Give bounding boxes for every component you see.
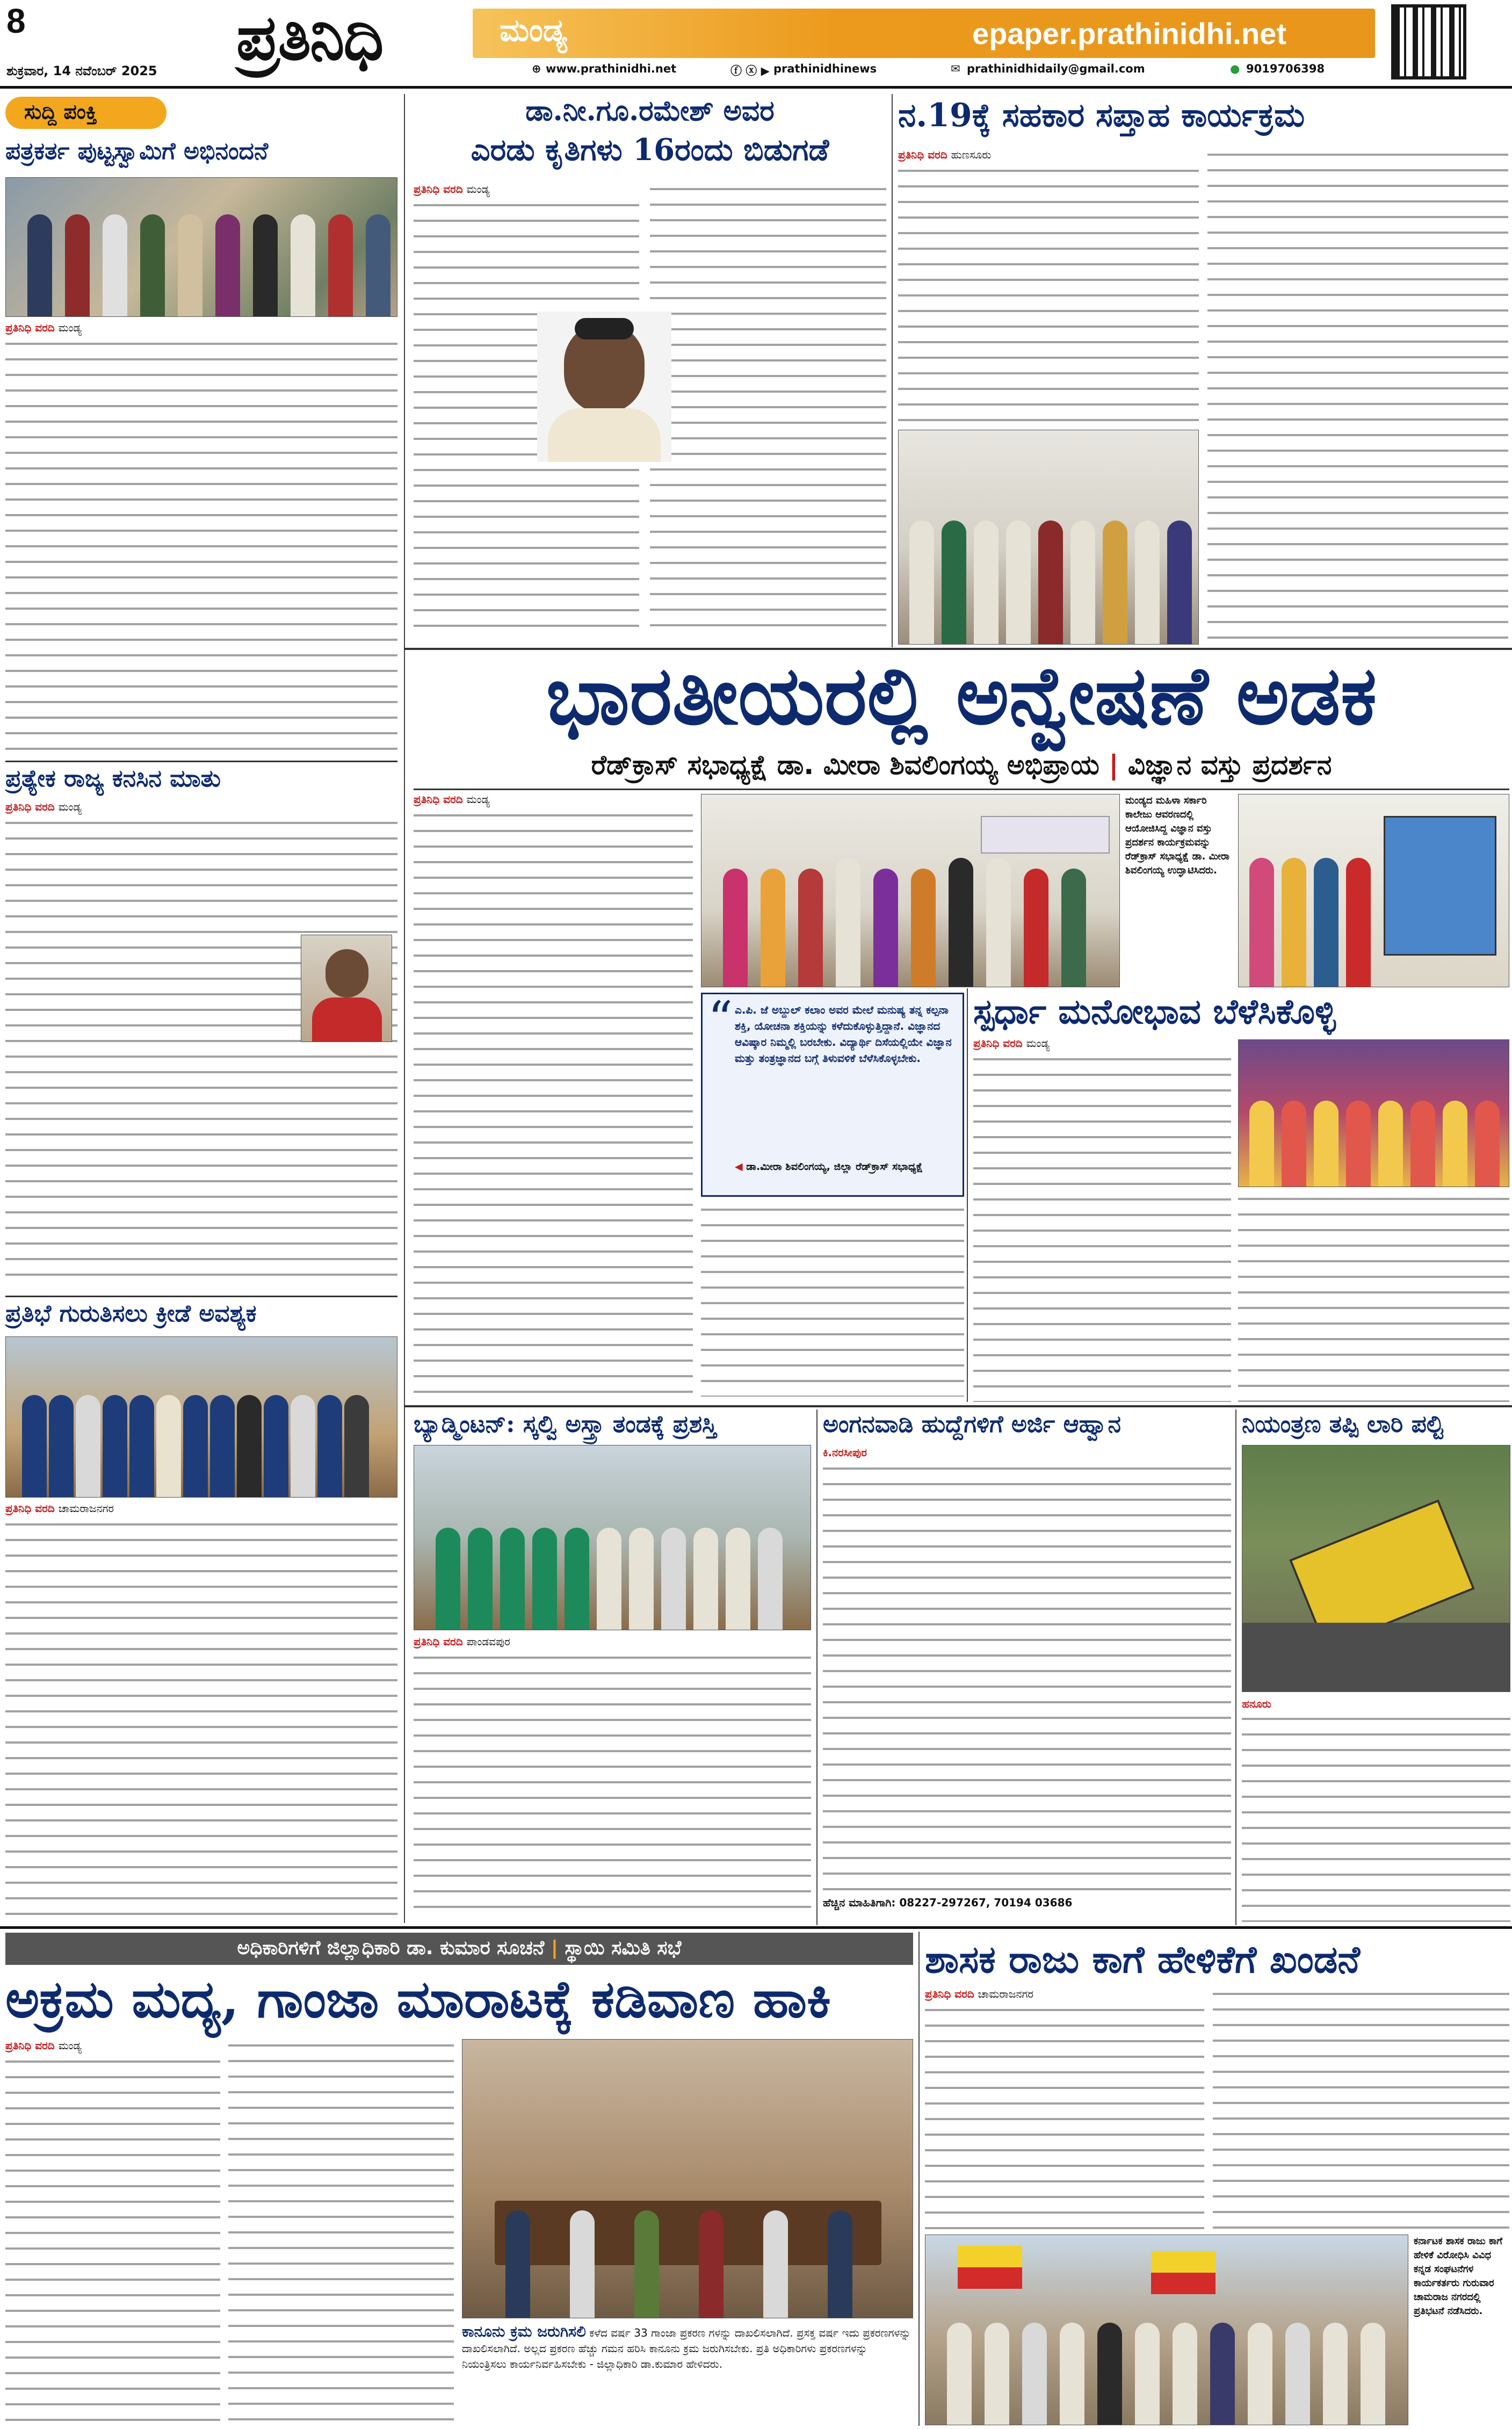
lead-subtitle-main: ರೆಡ್‌ಕ್ರಾಸ್ ಸಭಾಧ್ಯಕ್ಷೆ ಡಾ. ಮೀರಾ ಶಿವಲಿಂಗಯ್ಯ ಅಭಿಪ್ರಾಯ xyxy=(591,749,1099,780)
story-sports-title: ಪ್ರತಿಭೆ ಗುರುತಿಸಲು ಕ್ರೀಡೆ ಅವಶ್ಯಕ xyxy=(5,1300,257,1327)
lead-photo-caption: ಮಂಡ್ಯದ ಮಹಿಳಾ ಸರ್ಕಾರಿ ಕಾಲೇಜು ಆವರಣದಲ್ಲಿ ಆಯೋಜಿಸಿದ್ದ ವಿಜ್ಞಾನ ವಸ್ತು ಪ್ರದರ್ಶನ ಕಾರ್ಯಕ್ರಮವನ್ನು ರೆಡ್‌ಕ್ರಾಸ್ ಸಭಾಧ್ಯಕ್ಷೆ ಡಾ. ಮೀರಾ ಶಿವಲಿಂಗಯ್ಯ ಉದ್ಘಾಟಿಸಿದರು. xyxy=(1125,795,1229,876)
ganja-byline: ಪ್ರತಿನಿಧಿ ವರದಿ ಮಂಡ್ಯ xyxy=(5,2039,82,2052)
lead-photo-main xyxy=(701,794,1120,987)
ganja-kicker: ಅಧಿಕಾರಿಗಳಿಗೆ ಜಿಲ್ಲಾಧಿಕಾರಿ ಡಾ. ಕುಮಾರ ಸೂಚನೆ | ಸ್ಥಾಯಿ ಸಮಿತಿ ಸಭೆ xyxy=(5,1933,913,1965)
ganja-title: ಅಕ್ರಮ ಮದ್ಯ, ಗಾಂಜಾ ಮಾರಾಟಕ್ಕೆ ಕಡಿವಾಣ ಹಾಕಿ xyxy=(5,1969,831,2029)
masthead-rule xyxy=(0,86,1512,89)
lead-photo-exhibit xyxy=(1238,794,1509,987)
spardha-byline: ಪ್ರತಿನಿಧಿ ವರದಿ ಮಂಡ್ಯ xyxy=(973,1037,1050,1050)
books-title-line2: ಎರಡು ಕೃತಿಗಳು 16ರಂದು ಬಿಡುಗಡೆ xyxy=(471,132,829,168)
rajya-body xyxy=(5,816,397,1289)
lead-quote-box xyxy=(701,993,964,1197)
story-putta-title: ಪತ್ರಕರ್ತ ಪುಟ್ಟಸ್ವಾಮಿಗೆ ಅಭಿನಂದನೆ xyxy=(5,138,269,165)
ganja-kicker-main: ಅಧಿಕಾರಿಗಳಿಗೆ ಜಿಲ್ಲಾಧಿಕಾರಿ ಡಾ. ಕುಮಾರ ಸೂಚನೆ xyxy=(237,1937,545,1959)
phone-number: 9019706398 xyxy=(1246,62,1325,75)
raju-photo xyxy=(925,2235,1408,2425)
putta-byline: ಪ್ರತಿನಿಧಿ ವರದಿ ಮಂಡ್ಯ xyxy=(5,321,82,334)
sports-byline: ಪ್ರತಿನಿಧಿ ವರದಿ ಚಾಮರಾಜನಗರ xyxy=(5,1502,114,1515)
anganwadi-byline: ಕಿ.ನರಸೀಪುರ xyxy=(823,1446,867,1459)
putta-body xyxy=(5,337,397,756)
badminton-byline: ಪ್ರತಿನಿಧಿ ವರದಿ ಪಾಂಡವಪುರ xyxy=(414,1635,510,1648)
edition-label: ಮಂಡ್ಯ xyxy=(500,12,567,48)
coop-photo xyxy=(898,430,1199,645)
spardha-title: ಸ್ಪರ್ಧಾ ಮನೋಭಾವ ಬೆಳೆಸಿಕೊಳ್ಳಿ xyxy=(973,992,1336,1032)
phone-icon: ● xyxy=(1230,62,1240,75)
ramesh-portrait xyxy=(537,312,671,462)
books-byline: ಪ್ರತಿನಿಧಿ ವರದಿ ಮಂಡ್ಯ xyxy=(414,183,490,196)
masthead xyxy=(0,0,1512,86)
badminton-photo xyxy=(414,1445,811,1630)
rajya-byline: ಪ್ರತಿನಿಧಿ ವರದಿ ಮಂಡ್ಯ xyxy=(5,800,82,813)
lorry-title: ನಿಯಂತ್ರಣ ತಪ್ಪಿ ಲಾರಿ ಪಲ್ಟಿ xyxy=(1242,1411,1443,1438)
logo: ಪ್ರತಿನಿಧಿ xyxy=(236,1,383,74)
lorry-photo xyxy=(1242,1445,1510,1692)
contact-bar xyxy=(473,61,1375,79)
lead-byline: ಪ್ರತಿನಿಧಿ ವರದಿ ಮಂಡ್ಯ xyxy=(414,793,490,806)
putta-photo xyxy=(5,177,397,317)
ganja-photo xyxy=(462,2039,913,2318)
ganja-kicker-tag: ಸ್ಥಾಯಿ ಸಮಿತಿ ಸಭೆ xyxy=(565,1937,682,1959)
ganja-photo-caption xyxy=(462,2324,913,2372)
section-tag-label: ಸುದ್ದಿ ಪಂಕ್ತಿ xyxy=(24,100,97,124)
rajya-portrait xyxy=(301,935,392,1042)
spardha-photo xyxy=(1238,1039,1509,1187)
raju-title: ಶಾಸಕ ರಾಜು ಕಾಗೆ ಹೇಳಿಕೆಗೆ ಖಂಡನೆ xyxy=(925,1937,1361,1982)
lead-subtitle-tag: ವಿಜ್ಞಾನ ವಸ್ತು ಪ್ರದರ್ಶನ xyxy=(1127,749,1332,780)
books-title-line1: ಡಾ.ನೀ.ಗೂ.ರಮೇಶ್ ಅವರ xyxy=(525,95,775,127)
badminton-title: ಬ್ಯಾಡ್ಮಿಂಟನ್: ಸ್ಕಲ್ವಿ ಅಸ್ತ್ರಾ ತಂಡಕ್ಕೆ ಪ್ರಶಸ್ತಿ xyxy=(414,1411,717,1438)
lead-subtitle: ರೆಡ್‌ಕ್ರಾಸ್ ಸಭಾಧ್ಯಕ್ಷೆ ಡಾ. ಮೀರಾ ಶಿವಲಿಂಗಯ್ಯ ಅಭಿಪ್ರಾಯ | ವಿಜ್ಞಾನ ವಸ್ತು ಪ್ರದರ್ಶನ xyxy=(591,749,1332,780)
social-icons: ⓕ ⓧ ▶ xyxy=(730,64,770,77)
ganja-caption-head: ಕಾನೂನು ಕ್ರಮ ಜರುಗಿಸಲಿ xyxy=(462,2323,586,2340)
globe-icon: ⊕ xyxy=(532,62,541,75)
lead-title: ಭಾರತೀಯರಲ್ಲಿ ಅನ್ವೇಷಣೆ ಅಡಕ xyxy=(546,648,1377,743)
mail-icon: ✉ xyxy=(951,62,960,75)
coop-title: ನ.19ಕ್ಕೆ ಸಹಕಾರ ಸಪ್ತಾಹ ಕಾರ್ಯಕ್ರಮ xyxy=(898,97,1305,134)
quote-mark-icon: “ xyxy=(708,991,733,1047)
ganja-caption-text: ಕಳೆದ ವರ್ಷ 33 ಗಾಂಜಾ ಪ್ರಕರಣ ಗಳನ್ನು ದಾಖಲಿಸಲಾಗಿದೆ. ಪ್ರಸಕ್ತ ವರ್ಷ ಇದು ಪ್ರಕರಣಗಳನ್ನು ದಾಖಲಿಸಲಾಗಿದೆ. ಅಲ್ಲದ ಪ್ರಕರಣ ಹೆಚ್ಚು ಗಮನ ಹರಿಸಿ ಕಾನೂನು ಕ್ರಮ ಜರುಗಿಸಬೇಕು. ಪ್ರತಿ ಅಧಿಕಾರಿಗಳು ಪ್ರಕರಣಗಳನ್ನು ನಿಯಂತ್ರಿಸಲು ಕಾರ್ಯನಿರ್ವಹಿಸಬೇಕು - ಜಿಲ್ಲಾಧಿಕಾರಿ ಡಾ.ಕುಮಾರ ಹೇಳಿದರು. xyxy=(462,2326,911,2370)
story-rajya-title: ಪ್ರತ್ಯೇಕ ರಾಜ್ಯ ಕನಸಿನ ಮಾತು xyxy=(5,765,221,792)
anganwadi-contact: ಹೆಚ್ಚಿನ ಮಾಹಿತಿಗಾಗಿ: 08227-297267, 70194 03686 xyxy=(823,1896,1073,1909)
qr-code-icon xyxy=(1391,4,1466,79)
page-number: 8 xyxy=(6,2,26,40)
coop-byline: ಪ್ರತಿನಿಧಿ ವರದಿ ಹುಣಸೂರು xyxy=(898,148,992,161)
email-link[interactable]: prathinidhidaily@gmail.com xyxy=(967,62,1145,75)
page-date: ಶುಕ್ರವಾರ, 14 ನವೆಂಬರ್ 2025 xyxy=(6,63,157,78)
lorry-byline: ಹನೂರು xyxy=(1242,1697,1271,1710)
website-link[interactable]: www.prathinidhi.net xyxy=(546,62,677,75)
sports-photo xyxy=(5,1336,397,1498)
quote-attribution: ◀ ಡಾ.ಮೀರಾ ಶಿವಲಿಂಗಯ್ಯ, ಜಿಲ್ಲಾ ರೆಡ್‌ಕ್ರಾಸ್ ಸಭಾಧ್ಯಕ್ಷೆ xyxy=(735,1161,923,1173)
quote-text: ಎ.ಪಿ. ಜೆ ಅಬ್ದುಲ್ ಕಲಾಂ ಅವರ ಮೇಲೆ ಮನುಷ್ಯ ತನ್ನ ಕಲ್ಪನಾ ಶಕ್ತಿ, ಯೋಚನಾ ಶಕ್ತಿಯನ್ನು ಕಳೆದುಕೊಳ್ಳುತ್ತಿದ್ದಾನೆ. ವಿಜ್ಞಾನದ ಆವಿಷ್ಕಾರ ನಿಮ್ಮಲ್ಲಿ ಬರಬೇಕು. ವಿದ್ಯಾರ್ಥಿ ದಿಸೆಯಲ್ಲಿಯೇ ವಿಜ್ಞಾನ ಮತ್ತು ತಂತ್ರಜ್ಞಾನದ ಬಗ್ಗೆ ತಿಳುವಳಿಕೆ ಬೆಳೆಸಿಕೊಳ್ಳಬೇಕು. xyxy=(735,1003,952,1065)
social-handle[interactable]: prathinidhinews xyxy=(773,62,877,75)
epaper-link[interactable]: epaper.prathinidhi.net xyxy=(972,17,1286,50)
anganwadi-title: ಅಂಗನವಾಡಿ ಹುದ್ದೆಗಳಿಗೆ ಅರ್ಜಿ ಆಹ್ವಾನ xyxy=(823,1411,1121,1438)
raju-byline: ಪ್ರತಿನಿಧಿ ವರದಿ ಚಾಮರಾಜನಗರ xyxy=(925,1987,1033,2000)
raju-photo-caption: ಕರ್ನಾಟಕ ಶಾಸಕ ರಾಜು ಕಾಗೆ ಹೇಳಿಕೆ ವಿರೋಧಿಸಿ ವಿವಿಧ ಕನ್ನಡ ಸಂಘಟನೆಗಳ ಕಾರ್ಯಕರ್ತರು ಗುರುವಾರ ಚಾಮರಾಜ ನಗರದಲ್ಲಿ ಪ್ರತಿಭಟನೆ ನಡೆಸಿದರು. xyxy=(1414,2236,1502,2317)
sports-body xyxy=(5,1518,397,1915)
